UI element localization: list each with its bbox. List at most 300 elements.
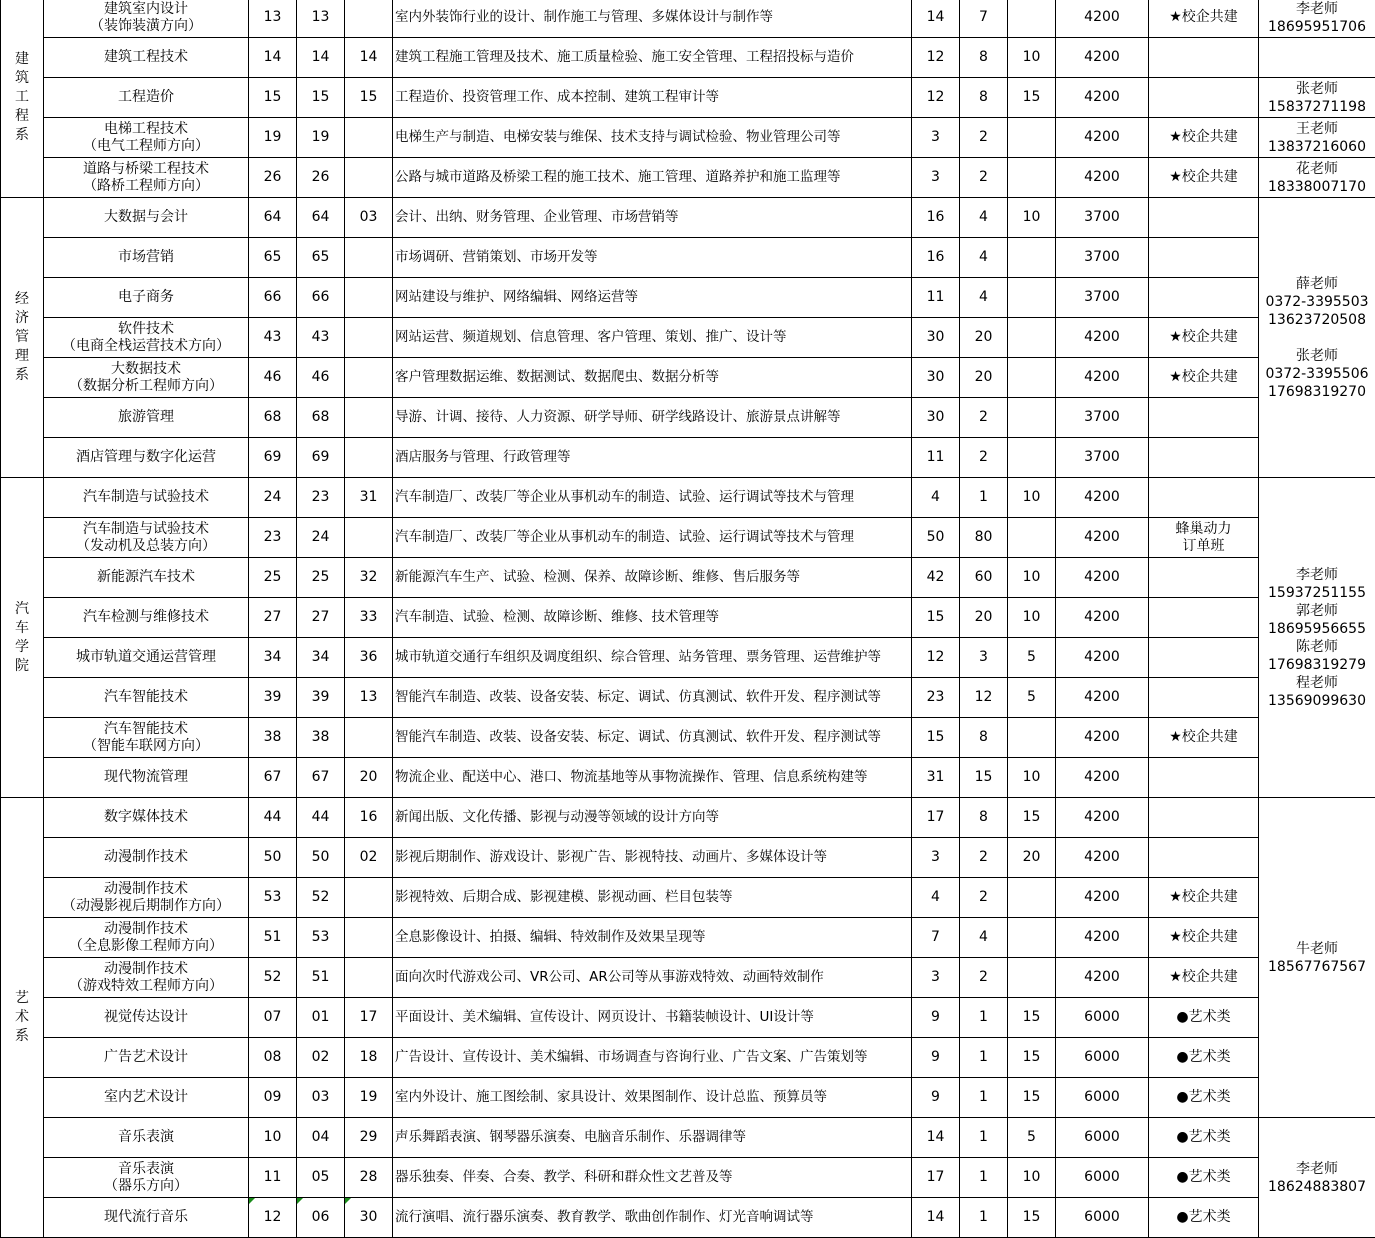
major-name-line: 汽车检测与维修技术 — [44, 609, 248, 626]
contact-line: 花老师 — [1259, 160, 1375, 178]
major-name-line: （智能车联网方向） — [44, 738, 248, 755]
career-direction-cell: 室内外设计、施工图绘制、家具设计、效果图制作、设计总监、预算员等 — [393, 1078, 912, 1118]
plan-count-cell: 1 — [960, 478, 1008, 518]
plan-count-cell: 15 — [1008, 1078, 1056, 1118]
plan-count-cell: 9 — [912, 1038, 960, 1078]
code-cell — [345, 0, 393, 38]
code-cell: 31 — [345, 478, 393, 518]
contact-line: 郭老师 — [1259, 602, 1375, 620]
code-cell: 23 — [249, 518, 297, 558]
note-cell — [1149, 0, 1259, 38]
contact-line: 18695951706 — [1259, 18, 1375, 36]
code-cell: 15 — [297, 78, 345, 118]
code-cell: 53 — [297, 918, 345, 958]
major-name-line: （电气工程师方向） — [44, 138, 248, 155]
contact-line: 薛老师 — [1259, 275, 1375, 293]
career-direction-cell: 网站运营、频道规划、信息管理、客户管理、策划、推广、设计等 — [393, 318, 912, 358]
major-cell — [44, 558, 249, 598]
code-cell: 28 — [345, 1158, 393, 1198]
tuition-cell: 4200 — [1056, 798, 1149, 838]
contact-line: 陈老师 — [1259, 638, 1375, 656]
contact-line: 李老师 — [1259, 1160, 1375, 1178]
note-line: ★校企共建 — [1149, 129, 1258, 146]
tuition-cell: 4200 — [1056, 558, 1149, 598]
contact-line: 13623720508 — [1259, 311, 1375, 329]
major-cell — [44, 438, 249, 478]
tuition-cell: 4200 — [1056, 358, 1149, 398]
plan-count-cell: 17 — [912, 798, 960, 838]
major-name-line: （数据分析工程师方向） — [44, 378, 248, 395]
code-cell: 14 — [249, 38, 297, 78]
table-row — [1, 0, 1375, 38]
note-cell — [1149, 1158, 1259, 1198]
code-cell: 65 — [297, 238, 345, 278]
note-line: ●艺术类 — [1149, 1009, 1258, 1026]
major-cell — [44, 1078, 249, 1118]
plan-count-cell — [1008, 358, 1056, 398]
table-row — [1, 238, 1375, 278]
major-name-line: 建筑工程技术 — [44, 49, 248, 66]
note-cell — [1149, 558, 1259, 598]
table-row — [1, 758, 1375, 798]
plan-count-cell: 10 — [1008, 478, 1056, 518]
plan-count-cell: 80 — [960, 518, 1008, 558]
code-cell: 43 — [249, 318, 297, 358]
note-line: ★校企共建 — [1149, 969, 1258, 986]
table-body — [1, 0, 1375, 1238]
code-cell: 53 — [249, 878, 297, 918]
major-name-line: 建筑室内设计 — [44, 1, 248, 18]
code-cell: 19 — [249, 118, 297, 158]
contact-line: 张老师 — [1259, 347, 1375, 365]
code-cell: 39 — [249, 678, 297, 718]
plan-count-cell: 10 — [1008, 38, 1056, 78]
code-cell: 03 — [345, 198, 393, 238]
plan-count-cell: 4 — [960, 278, 1008, 318]
contact-line: 18695956655 — [1259, 620, 1375, 638]
plan-count-cell: 12 — [912, 38, 960, 78]
major-name-line: 动漫制作技术 — [44, 881, 248, 898]
plan-count-cell: 50 — [912, 518, 960, 558]
plan-count-cell: 2 — [960, 838, 1008, 878]
career-direction-cell: 汽车制造厂、改装厂等企业从事机动车的制造、试验、运行调试等技术与管理 — [393, 518, 912, 558]
major-cell — [44, 38, 249, 78]
code-cell — [345, 398, 393, 438]
table-row — [1, 78, 1375, 118]
tuition-cell: 3700 — [1056, 278, 1149, 318]
plan-count-cell: 15 — [912, 598, 960, 638]
plan-count-cell: 4 — [960, 238, 1008, 278]
note-line: ●艺术类 — [1149, 1049, 1258, 1066]
major-name-line: （游戏特效工程师方向） — [44, 978, 248, 995]
plan-count-cell: 20 — [960, 358, 1008, 398]
major-cell — [44, 598, 249, 638]
note-cell — [1149, 478, 1259, 518]
major-name-line: （装饰装潢方向） — [44, 18, 248, 35]
code-cell: 12 — [249, 1198, 297, 1238]
contact-line: 13837216060 — [1259, 138, 1375, 156]
tuition-cell: 3700 — [1056, 198, 1149, 238]
note-cell — [1149, 1078, 1259, 1118]
career-direction-cell: 全息影像设计、拍摄、编辑、特效制作及效果呈现等 — [393, 918, 912, 958]
note-cell — [1149, 118, 1259, 158]
contact-line: 15837271198 — [1259, 98, 1375, 116]
plan-count-cell: 15 — [1008, 78, 1056, 118]
department-cell: 建筑工程系 — [1, 0, 44, 198]
note-cell — [1149, 838, 1259, 878]
plan-count-cell: 3 — [912, 158, 960, 198]
tuition-cell: 4200 — [1056, 678, 1149, 718]
plan-count-cell: 16 — [912, 238, 960, 278]
plan-count-cell: 7 — [912, 918, 960, 958]
code-cell: 24 — [249, 478, 297, 518]
major-name-line: 动漫制作技术 — [44, 961, 248, 978]
tuition-cell: 4200 — [1056, 878, 1149, 918]
major-cell — [44, 238, 249, 278]
tuition-cell: 4200 — [1056, 158, 1149, 198]
table-row — [1, 798, 1375, 838]
career-direction-cell: 网站建设与维护、网络编辑、网络运营等 — [393, 278, 912, 318]
note-line: ★校企共建 — [1149, 169, 1258, 186]
plan-count-cell: 8 — [960, 38, 1008, 78]
contact-cell — [1259, 158, 1375, 198]
note-cell — [1149, 358, 1259, 398]
code-cell: 15 — [249, 78, 297, 118]
plan-count-cell: 4 — [912, 878, 960, 918]
plan-count-cell: 2 — [960, 158, 1008, 198]
contact-line: 18338007170 — [1259, 178, 1375, 196]
plan-count-cell: 10 — [1008, 558, 1056, 598]
note-cell — [1149, 958, 1259, 998]
plan-count-cell: 1 — [960, 1158, 1008, 1198]
tuition-cell: 3700 — [1056, 438, 1149, 478]
major-name-line: 汽车制造与试验技术 — [44, 489, 248, 506]
major-cell — [44, 158, 249, 198]
contact-cell — [1259, 1118, 1375, 1238]
major-name-line: 旅游管理 — [44, 409, 248, 426]
major-name-line: 软件技术 — [44, 321, 248, 338]
tuition-cell: 4200 — [1056, 718, 1149, 758]
code-cell — [345, 958, 393, 998]
tuition-cell: 6000 — [1056, 1078, 1149, 1118]
table-row — [1, 118, 1375, 158]
major-name-line: 广告艺术设计 — [44, 1049, 248, 1066]
code-cell: 66 — [249, 278, 297, 318]
code-cell: 50 — [249, 838, 297, 878]
major-cell — [44, 398, 249, 438]
contact-cell — [1259, 0, 1375, 38]
plan-count-cell: 3 — [960, 638, 1008, 678]
contact-line: 18624883807 — [1259, 1178, 1375, 1196]
plan-count-cell — [1008, 158, 1056, 198]
tuition-cell: 6000 — [1056, 998, 1149, 1038]
code-cell — [345, 718, 393, 758]
note-cell — [1149, 798, 1259, 838]
plan-count-cell: 11 — [912, 438, 960, 478]
note-cell — [1149, 158, 1259, 198]
code-cell — [345, 878, 393, 918]
career-direction-cell: 智能汽车制造、改装、设备安装、标定、调试、仿真测试、软件开发、程序测试等 — [393, 718, 912, 758]
tuition-cell: 4200 — [1056, 118, 1149, 158]
major-name-line: 大数据与会计 — [44, 209, 248, 226]
note-line: ★校企共建 — [1149, 889, 1258, 906]
code-cell: 02 — [345, 838, 393, 878]
plan-count-cell — [1008, 438, 1056, 478]
plan-count-cell: 15 — [1008, 1198, 1056, 1238]
code-cell: 44 — [297, 798, 345, 838]
career-direction-cell: 电梯生产与制造、电梯安装与维保、技术支持与调试检验、物业管理公司等 — [393, 118, 912, 158]
tuition-cell: 4200 — [1056, 78, 1149, 118]
major-name-line: 音乐表演 — [44, 1161, 248, 1178]
code-cell — [345, 438, 393, 478]
contact-line: 0372-3395506 — [1259, 365, 1375, 383]
plan-count-cell: 1 — [960, 998, 1008, 1038]
major-cell — [44, 678, 249, 718]
major-cell — [44, 278, 249, 318]
major-name-line: 动漫制作技术 — [44, 921, 248, 938]
tuition-cell: 4200 — [1056, 838, 1149, 878]
major-name-line: 酒店管理与数字化运营 — [44, 449, 248, 466]
plan-count-cell: 14 — [912, 0, 960, 38]
major-name-line: 现代物流管理 — [44, 769, 248, 786]
tuition-cell: 6000 — [1056, 1118, 1149, 1158]
major-name-line: 现代流行音乐 — [44, 1209, 248, 1226]
note-cell — [1149, 238, 1259, 278]
contact-cell — [1259, 478, 1375, 798]
plan-count-cell: 1 — [960, 1038, 1008, 1078]
note-line: ●艺术类 — [1149, 1129, 1258, 1146]
code-cell: 19 — [345, 1078, 393, 1118]
note-cell — [1149, 1038, 1259, 1078]
major-name-line: 新能源汽车技术 — [44, 569, 248, 586]
plan-count-cell — [1008, 238, 1056, 278]
plan-count-cell: 20 — [960, 598, 1008, 638]
contact-line: 18567767567 — [1259, 958, 1375, 976]
code-cell: 27 — [249, 598, 297, 638]
contact-line: 13569099630 — [1259, 692, 1375, 710]
plan-count-cell: 8 — [960, 718, 1008, 758]
major-cell — [44, 318, 249, 358]
code-cell: 13 — [249, 0, 297, 38]
major-name-line: （动漫影视后期制作方向） — [44, 898, 248, 915]
contact-cell — [1259, 38, 1375, 78]
contact-cell — [1259, 198, 1375, 478]
contact-line: 15937251155 — [1259, 584, 1375, 602]
code-cell: 32 — [345, 558, 393, 598]
code-cell: 02 — [297, 1038, 345, 1078]
table-row — [1, 598, 1375, 638]
table-row — [1, 158, 1375, 198]
code-cell: 69 — [297, 438, 345, 478]
table-row — [1, 718, 1375, 758]
major-cell — [44, 878, 249, 918]
table-row — [1, 438, 1375, 478]
career-direction-cell: 建筑工程施工管理及技术、施工质量检验、施工安全管理、工程招投标与造价 — [393, 38, 912, 78]
department-cell: 艺术系 — [1, 798, 44, 1238]
plan-count-cell: 5 — [1008, 678, 1056, 718]
note-cell — [1149, 1118, 1259, 1158]
plan-count-cell: 4 — [912, 478, 960, 518]
code-cell — [345, 318, 393, 358]
note-cell — [1149, 198, 1259, 238]
tuition-cell: 4200 — [1056, 918, 1149, 958]
code-cell: 44 — [249, 798, 297, 838]
code-cell: 23 — [297, 478, 345, 518]
major-cell — [44, 478, 249, 518]
code-cell: 26 — [249, 158, 297, 198]
code-cell: 52 — [249, 958, 297, 998]
major-name-line: （发动机及总装方向） — [44, 538, 248, 555]
note-line: ★校企共建 — [1149, 329, 1258, 346]
career-direction-cell: 室内外装饰行业的设计、制作施工与管理、多媒体设计与制作等 — [393, 0, 912, 38]
plan-count-cell: 2 — [960, 438, 1008, 478]
plan-count-cell: 1 — [960, 1118, 1008, 1158]
code-cell: 51 — [249, 918, 297, 958]
major-cell — [44, 358, 249, 398]
plan-count-cell: 2 — [960, 958, 1008, 998]
plan-count-cell — [1008, 0, 1056, 38]
plan-count-cell: 20 — [960, 318, 1008, 358]
career-direction-cell: 平面设计、美术编辑、宣传设计、网页设计、书籍装帧设计、UI设计等 — [393, 998, 912, 1038]
table-row — [1, 678, 1375, 718]
plan-count-cell: 30 — [912, 318, 960, 358]
tuition-cell: 4200 — [1056, 478, 1149, 518]
code-cell: 27 — [297, 598, 345, 638]
tuition-cell: 6000 — [1056, 1198, 1149, 1238]
major-name-line: 汽车智能技术 — [44, 689, 248, 706]
major-name-line: （器乐方向） — [44, 1178, 248, 1195]
plan-count-cell: 15 — [1008, 998, 1056, 1038]
code-cell: 24 — [297, 518, 345, 558]
plan-count-cell: 10 — [1008, 1158, 1056, 1198]
code-cell — [345, 158, 393, 198]
tuition-cell: 4200 — [1056, 518, 1149, 558]
code-cell: 08 — [249, 1038, 297, 1078]
career-direction-cell: 市场调研、营销策划、市场开发等 — [393, 238, 912, 278]
plan-count-cell — [1008, 958, 1056, 998]
note-cell — [1149, 678, 1259, 718]
plan-count-cell: 23 — [912, 678, 960, 718]
tuition-cell: 4200 — [1056, 0, 1149, 38]
table-row — [1, 638, 1375, 678]
major-cell — [44, 798, 249, 838]
code-cell: 30 — [345, 1198, 393, 1238]
tuition-cell: 4200 — [1056, 958, 1149, 998]
code-cell: 51 — [297, 958, 345, 998]
table-row — [1, 358, 1375, 398]
code-cell: 52 — [297, 878, 345, 918]
plan-count-cell: 10 — [1008, 598, 1056, 638]
major-name-line: 道路与桥梁工程技术 — [44, 161, 248, 178]
code-cell: 66 — [297, 278, 345, 318]
code-cell: 43 — [297, 318, 345, 358]
major-cell — [44, 838, 249, 878]
code-cell — [345, 278, 393, 318]
major-cell — [44, 1158, 249, 1198]
major-cell — [44, 0, 249, 38]
plan-count-cell: 3 — [912, 958, 960, 998]
major-cell — [44, 78, 249, 118]
code-cell: 05 — [297, 1158, 345, 1198]
code-cell: 29 — [345, 1118, 393, 1158]
plan-count-cell: 20 — [1008, 838, 1056, 878]
plan-count-cell: 8 — [960, 78, 1008, 118]
plan-count-cell: 16 — [912, 198, 960, 238]
major-name-line: 工程造价 — [44, 89, 248, 106]
major-name-line: 数字媒体技术 — [44, 809, 248, 826]
career-direction-cell: 器乐独奏、伴奏、合奏、教学、科研和群众性文艺普及等 — [393, 1158, 912, 1198]
note-line: ●艺术类 — [1149, 1169, 1258, 1186]
contact-line: 王老师 — [1259, 120, 1375, 138]
table-row — [1, 558, 1375, 598]
major-cell — [44, 118, 249, 158]
note-cell — [1149, 878, 1259, 918]
note-line: ★校企共建 — [1149, 9, 1258, 26]
career-direction-cell: 会计、出纳、财务管理、企业管理、市场营销等 — [393, 198, 912, 238]
career-direction-cell: 流行演唱、流行器乐演奏、教育教学、歌曲创作制作、灯光音响调试等 — [393, 1198, 912, 1238]
code-cell: 39 — [297, 678, 345, 718]
code-cell: 69 — [249, 438, 297, 478]
contact-line: 张老师 — [1259, 80, 1375, 98]
code-cell: 64 — [297, 198, 345, 238]
code-cell: 11 — [249, 1158, 297, 1198]
plan-count-cell: 42 — [912, 558, 960, 598]
table-row — [1, 398, 1375, 438]
career-direction-cell: 汽车制造、试验、检测、故障诊断、维修、技术管理等 — [393, 598, 912, 638]
career-direction-cell: 工程造价、投资管理工作、成本控制、建筑工程审计等 — [393, 78, 912, 118]
note-cell — [1149, 918, 1259, 958]
plan-count-cell: 3 — [912, 118, 960, 158]
plan-count-cell: 2 — [960, 118, 1008, 158]
note-cell — [1149, 1198, 1259, 1238]
plan-count-cell: 17 — [912, 1158, 960, 1198]
major-cell — [44, 918, 249, 958]
major-name-line: 动漫制作技术 — [44, 849, 248, 866]
major-name-line: （电商全栈运营技术方向） — [44, 338, 248, 355]
note-cell — [1149, 438, 1259, 478]
code-cell: 19 — [297, 118, 345, 158]
contact-line: 程老师 — [1259, 674, 1375, 692]
plan-count-cell: 4 — [960, 198, 1008, 238]
code-cell: 67 — [297, 758, 345, 798]
plan-count-cell: 9 — [912, 1078, 960, 1118]
table-row — [1, 1158, 1375, 1198]
note-cell — [1149, 998, 1259, 1038]
plan-count-cell: 10 — [1008, 758, 1056, 798]
note-cell — [1149, 758, 1259, 798]
note-line: ★校企共建 — [1149, 369, 1258, 386]
plan-count-cell: 12 — [912, 638, 960, 678]
code-cell: 50 — [297, 838, 345, 878]
career-direction-cell: 导游、计调、接待、人力资源、研学导师、研学线路设计、旅游景点讲解等 — [393, 398, 912, 438]
plan-count-cell: 2 — [960, 398, 1008, 438]
note-cell — [1149, 598, 1259, 638]
tuition-cell: 3700 — [1056, 398, 1149, 438]
code-cell — [345, 518, 393, 558]
contact-cell — [1259, 798, 1375, 1118]
code-cell: 17 — [345, 998, 393, 1038]
note-line: 蜂巢动力 — [1149, 521, 1258, 538]
major-name-line: 城市轨道交通运营管理 — [44, 649, 248, 666]
note-line: 订单班 — [1149, 538, 1258, 555]
career-direction-cell: 影视后期制作、游戏设计、影视广告、影视特技、动画片、多媒体设计等 — [393, 838, 912, 878]
note-cell — [1149, 518, 1259, 558]
tuition-cell: 3700 — [1056, 238, 1149, 278]
table-row — [1, 918, 1375, 958]
code-cell: 65 — [249, 238, 297, 278]
tuition-cell: 6000 — [1056, 1038, 1149, 1078]
note-cell — [1149, 278, 1259, 318]
